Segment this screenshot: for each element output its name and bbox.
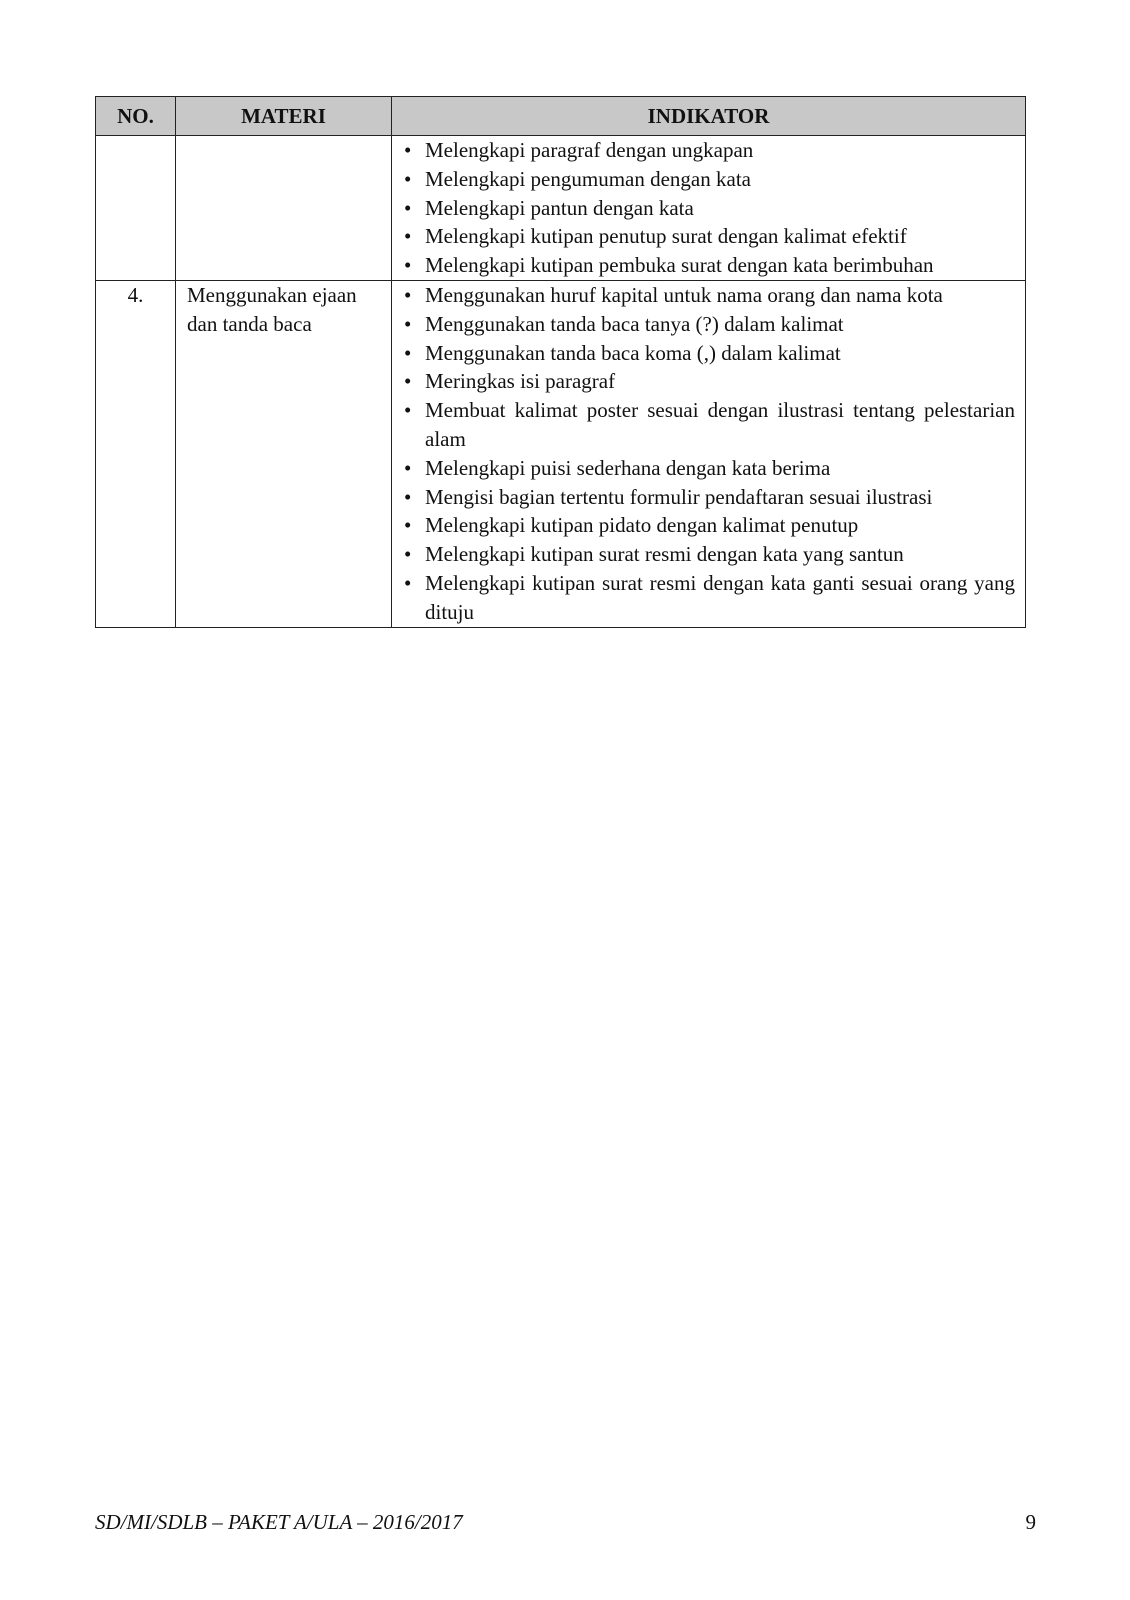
list-item [392,310,1015,339]
list-item [392,165,1015,194]
bullet-icon: • [404,398,412,423]
indicator-text: Melengkapi kutipan pembuka surat dengan kata berimbuhan [425,253,934,278]
indicator-table [95,96,1026,628]
header-no: NO. [96,97,176,136]
table-row [96,280,1026,627]
bullet-icon: • [404,253,412,278]
list-item [392,222,1015,251]
bullet-icon: • [404,195,412,220]
bullet-icon: • [404,166,412,191]
indicator-text: Melengkapi kutipan surat resmi dengan kata yang santun [425,542,904,567]
indicator-text: Mengisi bagian tertentu formulir pendaftaran sesuai ilustrasi [425,484,933,509]
indicator-text: Melengkapi puisi sederhana dengan kata berima [425,455,831,480]
bullet-icon: • [404,542,412,567]
indicator-list [392,136,1015,280]
row-materi [176,136,392,281]
indicator-list [392,281,1015,627]
list-item [392,281,1015,310]
bullet-icon: • [404,513,412,538]
bullet-icon: • [404,282,412,307]
list-item [392,569,1015,627]
list-item [392,454,1015,483]
list-item [392,251,1015,280]
bullet-icon: • [404,340,412,365]
indicator-text: Melengkapi kutipan pidato dengan kalimat penutup [425,513,859,538]
row-indikator [392,280,1026,627]
table-header-row [96,97,1026,136]
indicator-text: Menggunakan tanda baca tanya (?) dalam kalimat [425,311,844,336]
list-item [392,396,1015,454]
footer-caption: SD/MI/SDLB – PAKET A/ULA – 2016/2017 [95,1510,463,1534]
bullet-icon: • [404,455,412,480]
indicator-text: Melengkapi pengumuman dengan kata [425,166,751,191]
list-item [392,339,1015,368]
list-item [392,483,1015,512]
indicator-text: Menggunakan huruf kapital untuk nama orang dan nama kota [425,282,943,307]
list-item [392,367,1015,396]
bullet-icon: • [404,484,412,509]
row-number [96,136,176,281]
table-row [96,136,1026,281]
page-number: 9 [1025,1510,1036,1534]
list-item [392,136,1015,165]
bullet-icon: • [404,138,412,162]
header-indikator: INDIKATOR [392,97,1026,136]
row-indikator [392,136,1026,281]
bullet-icon: • [404,224,412,249]
list-item [392,511,1015,540]
header-materi: MATERI [176,97,392,136]
indicator-text: Melengkapi paragraf dengan ungkapan [425,138,754,162]
indicator-text: Melengkapi kutipan surat resmi dengan kata ganti sesuai orang yang dituju [425,570,1015,624]
indicator-text: Melengkapi kutipan penutup surat dengan kalimat efektif [425,224,907,249]
indicator-text: Menggunakan tanda baca koma (,) dalam kalimat [425,340,841,365]
bullet-icon: • [404,369,412,394]
list-item [392,194,1015,223]
list-item [392,540,1015,569]
indicator-text: Membuat kalimat poster sesuai dengan ilustrasi tentang pelestarian alam [425,398,1015,451]
bullet-icon: • [404,311,412,336]
row-number: 4. [96,280,176,627]
indicator-text: Melengkapi pantun dengan kata [425,195,694,220]
bullet-icon: • [404,570,412,595]
row-materi: Menggunakan ejaan dan tanda baca [176,280,392,627]
indicator-text: Meringkas isi paragraf [425,369,616,394]
